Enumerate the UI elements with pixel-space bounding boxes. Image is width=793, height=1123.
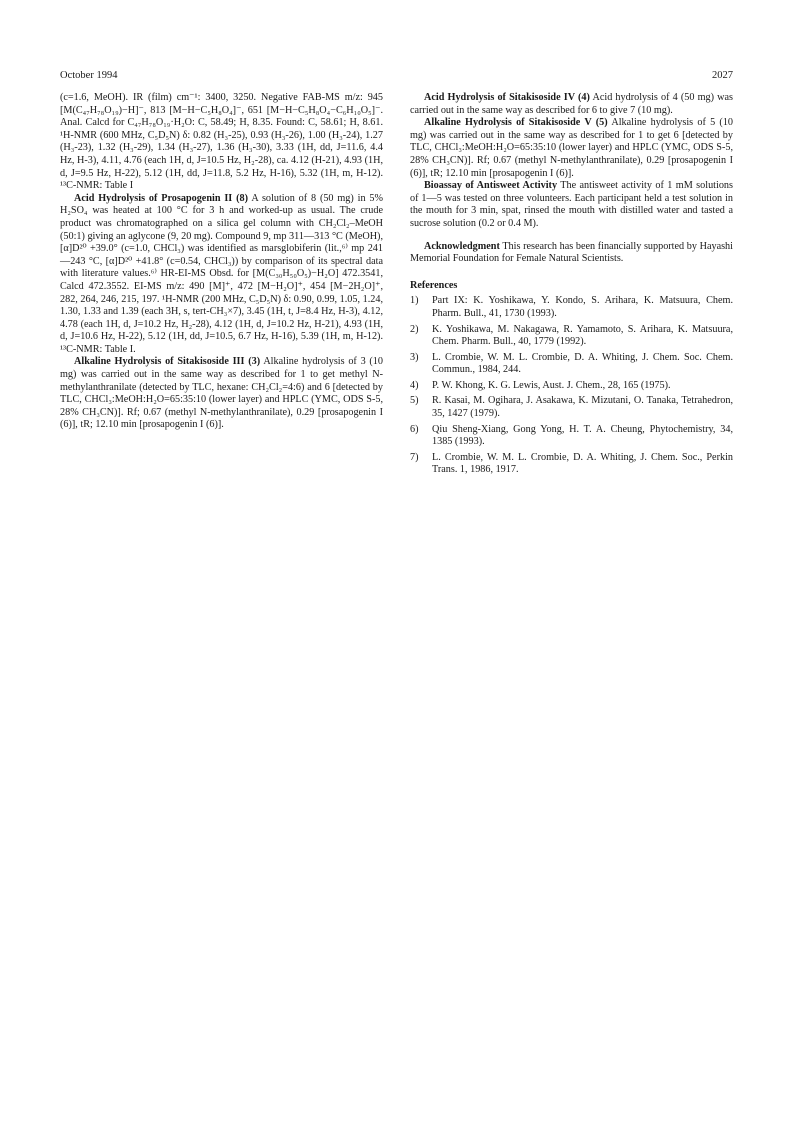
reference-item bbox=[410, 452, 733, 477]
paragraph-text: A solution of 8 (50 mg) in 5% H₂SO₄ was heated at 100 °C for 3 h and worked-up as usual. The crude product was chromatographed on a silica gel column with CH₂Cl₂–MeOH (50:1) giving an aglycone (9, 20 mg). Compound 9, mp 311—313 °C (MeOH), [α]D²⁰ +39.0° (c=1.0, CHCl₃) was identified as marsglobiferin (lit.,⁶⁾ mp 241—243 °C, [α]D²⁰ +41.8° (c=0.54, CHCl₃)) by comparison of its spectral data with literature values.⁶⁾ HR-EI-MS Obsd. for [M(C₃₀H₅₀O₅)−H₂O] 472.3541, Calcd 472.3552. EI-MS m/z: 490 [M]⁺, 472 [M−H₂O]⁺, 454 [M−2H₂O]⁺, 282, 264, 246, 215, 197. ¹H-NMR (200 MHz, C₅D₅N) δ: 0.90, 0.99, 1.05, 1.24, 1.30, 1.33 and 1.39 (each 3H, s, tert-CH₃×7), 3.45 (1H, t, J=8.4 Hz, H-3), 4.12, 4.78 (each 1H, d, J=10.2 Hz, H₂-28), 4.12 (1H, d, J=10.2 Hz, H-21), 4.93 (1H, d, J=10.6 Hz, H-22), 5.12 (1H, dd, J=10.5, 6.7 Hz, H-16), 5.39 (1H, m, H-12). ¹³C-NMR: Table I. bbox=[60, 192, 384, 355]
reference-number: 4) bbox=[410, 379, 419, 391]
left-column bbox=[60, 92, 383, 432]
reference-item bbox=[410, 324, 733, 349]
reference-number: 2) bbox=[410, 323, 419, 335]
reference-number: 1) bbox=[410, 295, 419, 307]
reference-item bbox=[410, 424, 733, 449]
paragraph-bioassay bbox=[410, 180, 733, 230]
reference-number: 3) bbox=[410, 351, 419, 363]
paragraph-acknowledgment bbox=[410, 241, 733, 266]
reference-text: L. Crombie, W. M. L. Crombie, D. A. Whiting, J. Chem. Soc., Perkin Trans. 1, 1986, 1917. bbox=[432, 451, 733, 476]
reference-text: Part IX: K. Yoshikawa, Y. Kondo, S. Arihara, K. Matsuura, Chem. Pharm. Bull., 41, 1730 (1993). bbox=[432, 295, 733, 319]
reference-item bbox=[410, 395, 733, 420]
paragraph-acid-hydrolysis-prosapogenin bbox=[60, 193, 383, 357]
section-heading: Acknowledgment bbox=[424, 240, 500, 252]
reference-number: 6) bbox=[410, 423, 419, 435]
paragraph-text: Alkaline hydrolysis of 5 (10 mg) was carried out in the same way as described for 1 to get 6 [detected by TLC, CHCl₃:MeOH:H₂O=65:35:10 (lower layer) and HPLC (YMC, ODS S-5, 28% CH₃CN)]. Rf; 0.67 (methyl N-methylanthranilate), 0.29 [prosapogenin I (6)], tR; 12.10 min [prosapogenin I (6)]. bbox=[410, 117, 734, 179]
issue-date: October 1994 bbox=[60, 70, 118, 81]
reference-text: R. Kasai, M. Ogihara, J. Asakawa, K. Mizutani, O. Tanaka, Tetrahedron, 35, 1427 (1979). bbox=[432, 395, 733, 420]
paragraph-compound-data: (c=1.6, MeOH). IR (film) cm⁻¹: 3400, 3250. Negative FAB-MS m/z: 945 [M(C₄₇H₇₈O₁₉)−H]⁻, 813 [M−H−C₅H₈O₄]⁻, 651 [M−H−C₅H₈O₄−C₆H₁₀O₅]⁻. Anal. Calcd for C₄₇H₇₈O₁₉·H₂O: C, 58.49; H, 8.35. Found: C, 58.61; H, 8.61. ¹H-NMR (600 MHz, C₅D₅N) δ: 0.82 (H₃-25), 0.93 (H₃-26), 1.00 (H₃-24), 1.27 (H₃-23), 1.32 (H₃-29), 1.34 (H₃-27), 1.36 (H₃-30), 3.33 (1H, dd, J=11.6, 4.4 Hz, H-3), 4.11, 4.76 (each 1H, d, J=10.5 Hz, H₂-28), ca. 4.12 (H-21), 4.93 (1H, d, J=9.5 Hz, H-22), 5.12 (1H, dd, J=11.8, 5.2 Hz, H-16), 5.32 (1H, m, H-12). ¹³C-NMR: Table I bbox=[60, 92, 383, 192]
paragraph-alkaline-hydrolysis-3 bbox=[60, 356, 383, 432]
paragraph-text: The antisweet activity of 1 mM solutions of 1—5 was tested on three volunteers. Each participant held a test solution in the mouth for 3 min, spat, rinsed the mouth with distilled water and tasted a sucrose solution (0.2 or 0.4 M). bbox=[410, 180, 733, 229]
section-heading: Bioassay of Antisweet Activity bbox=[424, 180, 558, 192]
reference-number: 5) bbox=[410, 395, 419, 407]
reference-text: Qiu Sheng-Xiang, Gong Yong, H. T. A. Cheung, Phytochemistry, 34, 1385 (1993). bbox=[432, 423, 733, 448]
references-title: References bbox=[410, 279, 458, 291]
reference-text: K. Yoshikawa, M. Nakagawa, R. Yamamoto, S. Arihara, K. Matsuura, Chem. Pharm. Bull., 40, 1779 (1992). bbox=[432, 323, 733, 348]
section-heading: Acid Hydrolysis of Prosapogenin II (8) bbox=[74, 192, 249, 204]
section-heading: Acid Hydrolysis of Sitakisoside IV (4) bbox=[424, 92, 590, 103]
reference-number: 7) bbox=[410, 451, 419, 463]
section-heading: Alkaline Hydrolysis of Sitakisoside V (5) bbox=[424, 117, 608, 129]
reference-item bbox=[410, 380, 733, 393]
reference-item bbox=[410, 352, 733, 377]
right-column bbox=[410, 92, 733, 480]
reference-text: P. W. Khong, K. G. Lewis, Aust. J. Chem., 28, 165 (1975). bbox=[432, 379, 671, 391]
reference-item bbox=[410, 295, 733, 320]
paragraph-text: Alkaline hydrolysis of 3 (10 mg) was carried out in the same way as described for 1 to get methyl N-methylanthranilate (detected by TLC, hexane: CH₂Cl₂=4:6) and 6 [detected by TLC, CHCl₃:MeOH:H₂O=65:35:10 (lower layer) and HPLC (YMC, ODS S-5, 28% CH₃CN)]. Rf; 0.67 (methyl N-methylanthranilate), 0.29 [prosapogenin I (6)], tR; 12.10 min [prosapogenin I (6)]. bbox=[60, 356, 383, 431]
page-header bbox=[60, 70, 733, 81]
page-number: 2027 bbox=[712, 70, 733, 81]
paragraph-alkaline-hydrolysis-5 bbox=[410, 117, 733, 180]
section-heading: Alkaline Hydrolysis of Sitakisoside III (3) bbox=[74, 356, 261, 368]
paragraph-text: Acid hydrolysis of 4 (50 mg) was carried out in the same way as described for 6 to give 7 (10 mg). bbox=[410, 92, 733, 116]
reference-text: L. Crombie, W. M. L. Crombie, D. A. Whiting, J. Chem. Soc. Chem. Commun., 1984, 244. bbox=[432, 351, 733, 376]
paragraph-text: This research has been financially supported by Hayashi Memorial Foundation for Female Natural Scientists. bbox=[410, 240, 733, 265]
reference-list bbox=[410, 295, 733, 477]
paragraph-acid-hydrolysis-4 bbox=[410, 92, 733, 117]
